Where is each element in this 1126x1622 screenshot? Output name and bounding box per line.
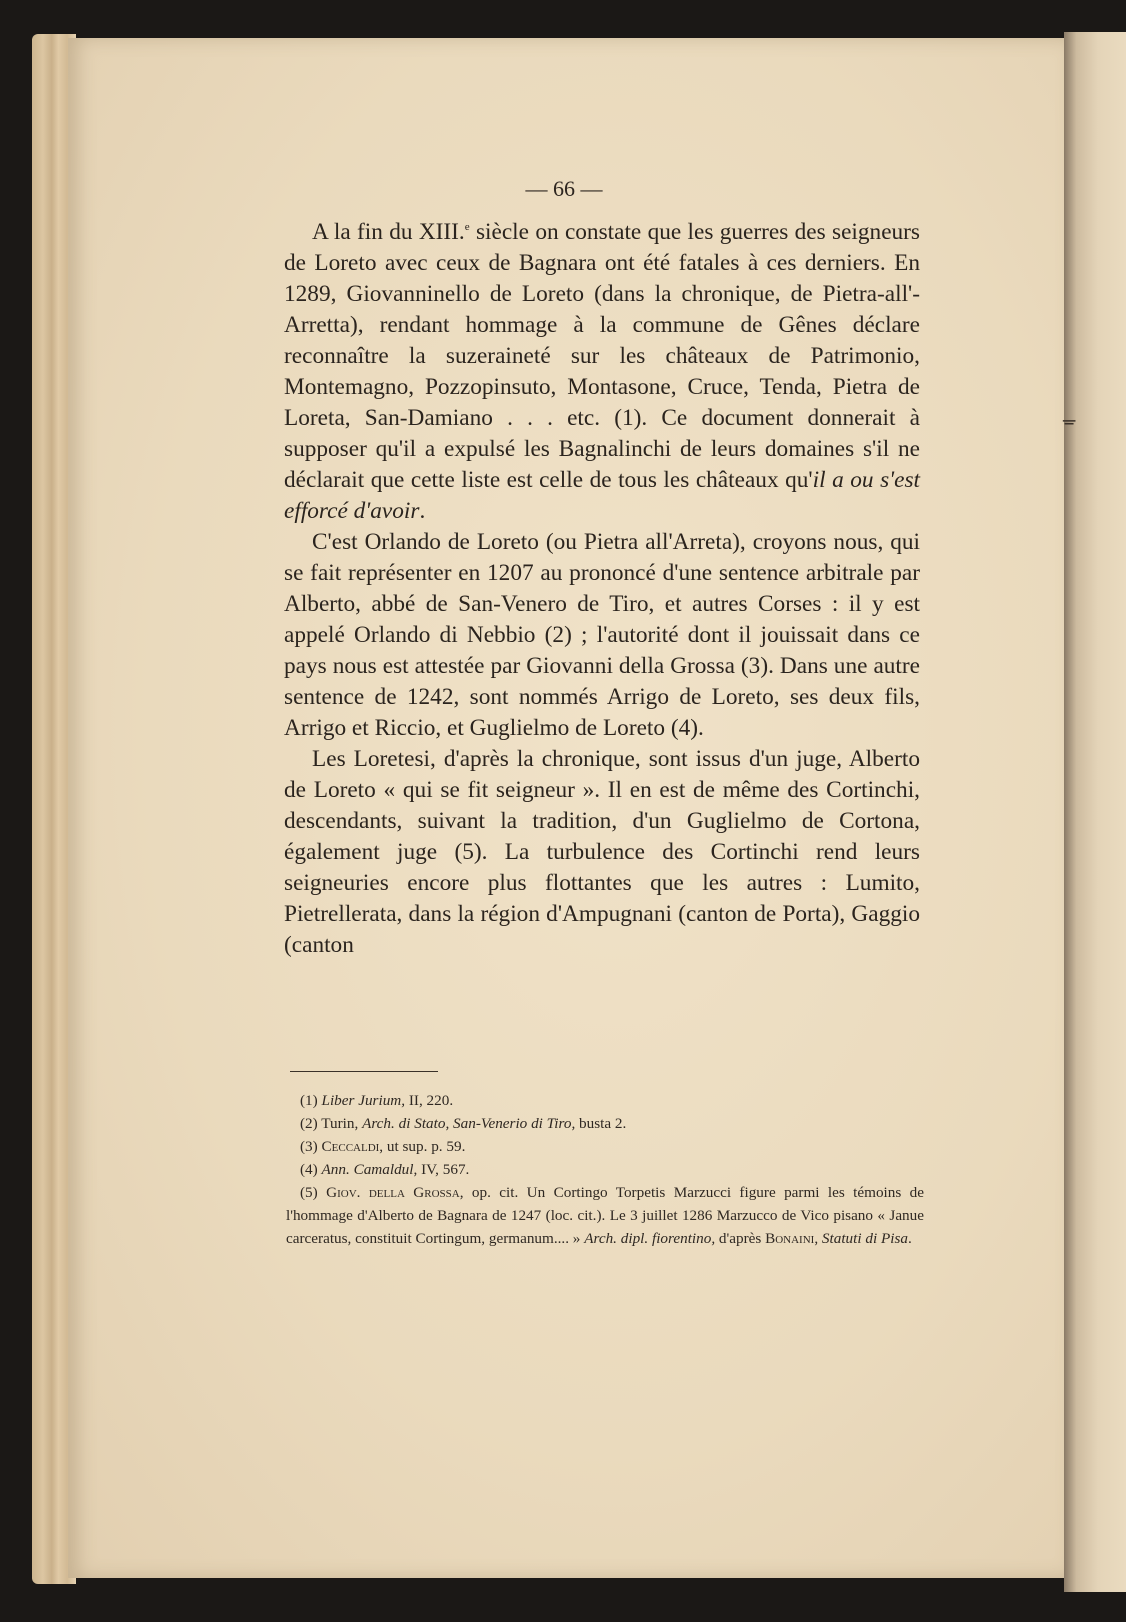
paragraph-1: A la fin du XIII.$^e$ siècle on constate que les guerres des seigneurs de Loreto avec ceux de Bagnara ont été fatales à ces derniers. En 1289, Giovanninello de Loreto (dans la chronique, de Pietra-all'-Arretta), rendant hommage à la commune de Gênes déclare reconnaître la suzeraineté sur les châteaux de Patrimonio, Montemagno, Pozzopinsuto, Montasone, Cruce, Tenda, Pietra de Loreta, San-Damiano . . . etc. (1). Ce document donnerait à supposer qu'il a expulsé les Bagnalinchi de leurs domaines s'il ne déclarait que cette liste est celle de tous les châteaux qu'il a ou s'est efforcé d'avoir. xyxy=(284,219,921,524)
footnote-1: (1) Liber Jurium, II, 220. xyxy=(300,1092,454,1109)
gutter-mark: ᚚ xyxy=(1063,410,1076,431)
footnote-4: (4) Ann. Camaldul, IV, 567. xyxy=(300,1161,470,1178)
footnote-3: (3) Ceccaldi, ut sup. p. 59. xyxy=(300,1138,466,1155)
facing-page-edge xyxy=(1064,32,1126,1592)
main-text xyxy=(284,212,920,961)
footnote-2: (2) Turin, Arch. di Stato, San-Venerio di Tiro, busta 2. xyxy=(300,1115,627,1132)
paragraph-2: C'est Orlando de Loreto (ou Pietra all'Arreta), croyons nous, qui se fait représenter en 1207 au prononcé d'une sentence arbitrale par Alberto, abbé de San-Venero de Tiro, et autres Corses : il y est appelé Orlando di Nebbio (2) ; l'autorité dont il jouissait dans ce pays nous est attestée par Giovanni della Grossa (3). Dans une autre sentence de 1242, sont nommés Arrigo de Loreto, ses deux fils, Arrigo et Riccio, et Guglielmo de Loreto (4). xyxy=(284,529,920,741)
footnote-rule xyxy=(290,1071,438,1072)
footnotes xyxy=(286,1089,924,1250)
page-number: — 66 — xyxy=(525,176,603,201)
paragraph-3: Les Loretesi, d'après la chronique, sont issus d'un juge, Alberto de Loreto « qui se fit seigneur ». Il en est de même des Cortinchi, descendants, suivant la tradition, d'un Guglielmo de Cortona, également juge (5). La turbulence des Cortinchi rend leurs seigneuries encore plus flottantes que les autres : Lumito, Pietrellerata, dans la région d'Ampugnani (canton de Porta), Gaggio (canton xyxy=(284,746,920,958)
footnote-5: (5) Giov. della Grossa, op. cit. Un Cortingo Torpetis Marzucci figure parmi les témoins de l'hommage d'Alberto de Bagnara de 1247 (loc. cit.). Le 3 juillet 1286 Marzucco de Vico pisano « Janue carceratus, constituit Cortingum, germanum.... » Arch. dipl. fiorentino, d'après Bonaini, Statuti di Pisa. xyxy=(286,1184,924,1247)
